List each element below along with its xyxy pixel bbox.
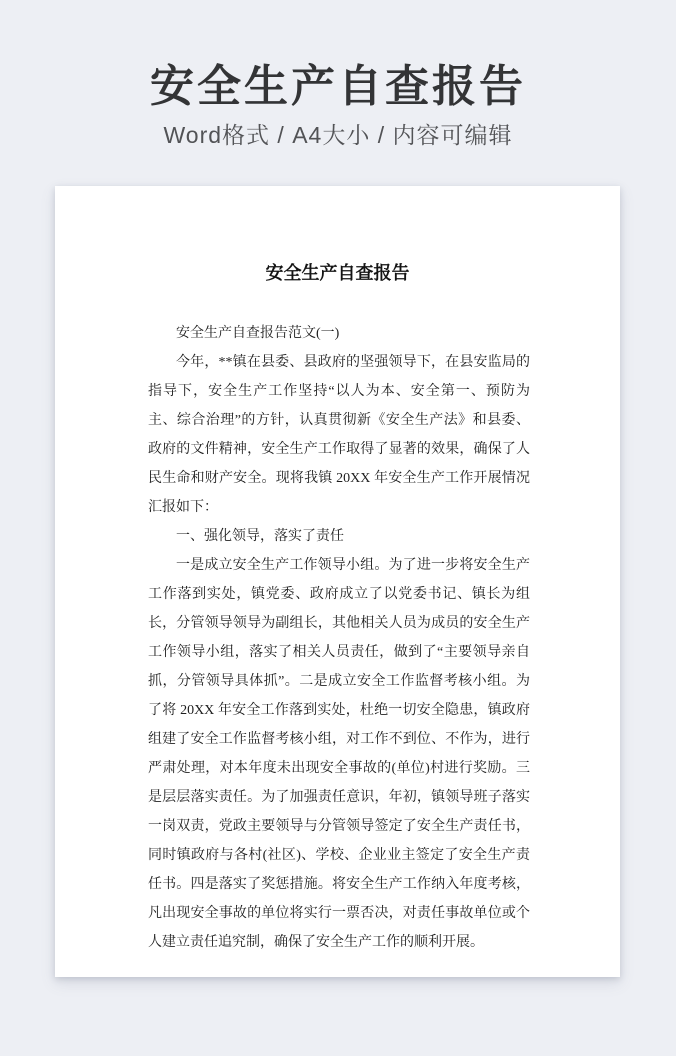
doc-paragraph-intro: 安全生产自查报告范文(一) xyxy=(176,326,340,341)
document-page xyxy=(55,186,620,977)
doc-section-heading: 一、强化领导，落实了责任 xyxy=(176,529,344,544)
doc-paragraph-details: 一是成立安全生产工作领导小组。为了进一步将安全生产工作落到实处，镇党委、政府成立了以党委书记、镇长为组长，分管领导领导为副组长，其他相关人员为成员的安全生产工作领导小组，落实了相关人员责任，做到了“主要领导亲自抓，分管领导具体抓”。二是成立安全工作监督考核小组。为了将 20XX 年安全工作落到实处，杜绝一切安全隐患，镇政府组建了安全工作监督考核小组，对工作不到位、不作为，进行严肃处理，对本年度未出现安全事故的(单位)村进行奖励。三是层层落实责任。为了加强责任意识，年初，镇领导班子落实一岗双责，党政主要领导与分管领导签定了安全生产责任书，同时镇政府与各村(社区)、学校、企业业主签定了安全生产责任书。四是落实了奖惩措施。将安全生产工作纳入年度考核，凡出现安全事故的单位将实行一票否决，对责任事故单位或个人建立责任追究制，确保了安全生产工作的顺利开展。 xyxy=(148,558,530,950)
banner-subtitle: Word格式 / A4大小 / 内容可编辑 xyxy=(163,122,513,148)
document-body xyxy=(148,319,530,957)
document-title: 安全生产自查报告 xyxy=(265,263,410,283)
template-banner xyxy=(0,0,676,147)
doc-paragraph-overview: 今年，**镇在县委、县政府的坚强领导下，在县安监局的指导下，安全生产工作坚持“以人为本、安全第一、预防为主、综合治理”的方针，认真贯彻新《安全生产法》和县委、政府的文件精神，安全生产工作取得了显著的效果，确保了人民生命和财产安全。现将我镇 20XX 年安全生产工作开展情况汇报如下： xyxy=(148,355,530,515)
banner-title: 安全生产自查报告 xyxy=(150,62,526,111)
